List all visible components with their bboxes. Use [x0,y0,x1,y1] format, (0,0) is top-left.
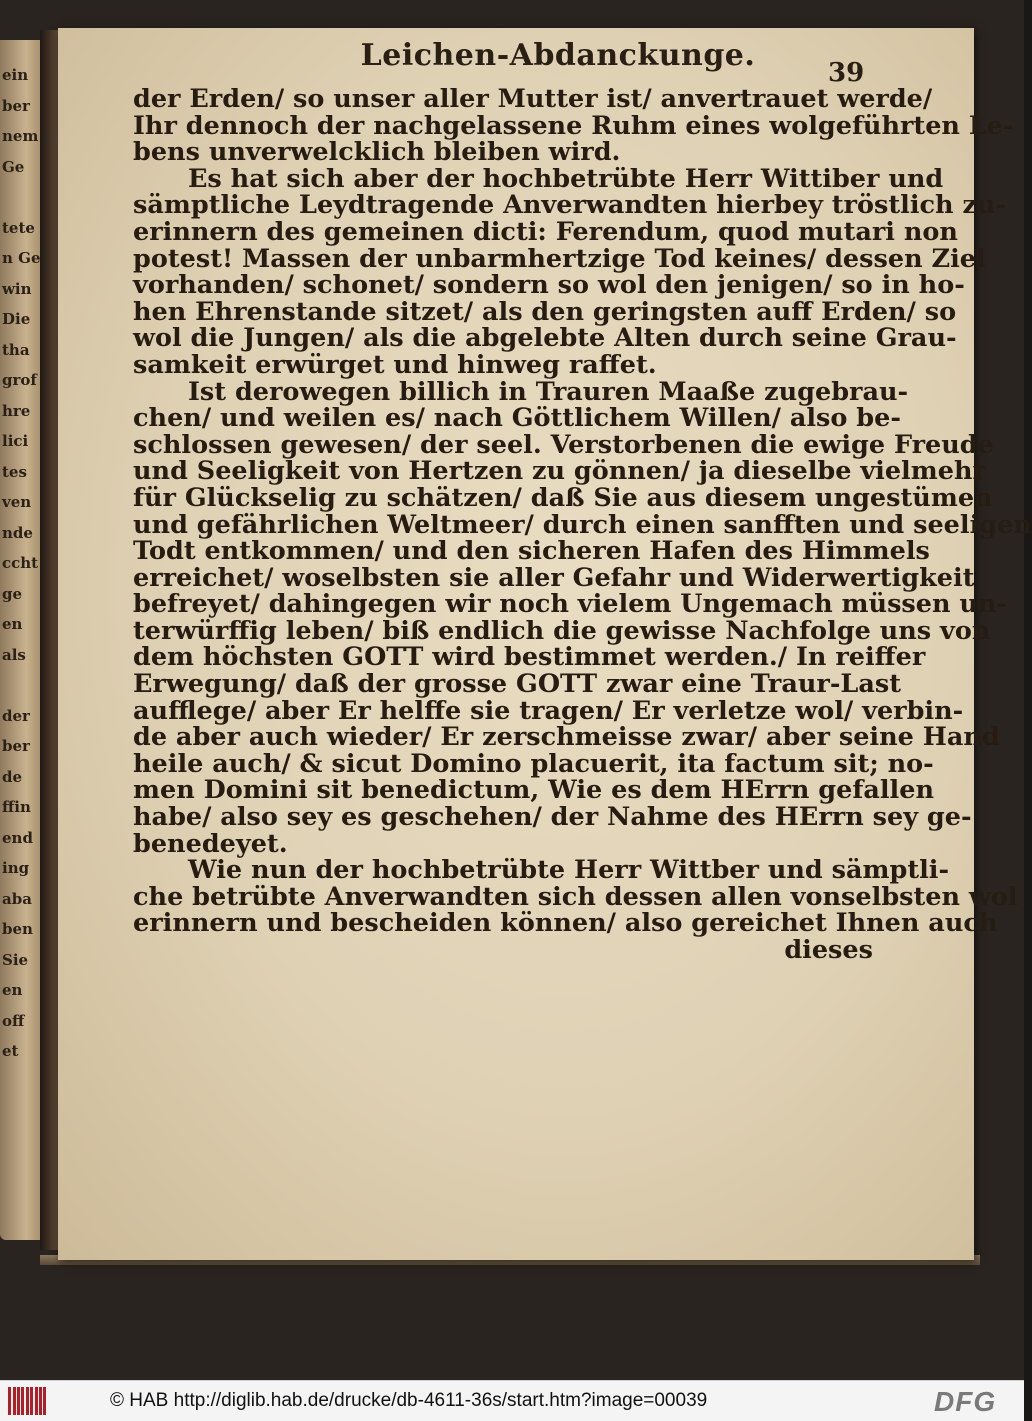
text-line: heile auch/ & sicut Domino placuerit, ita factum sit; no- [133,748,934,779]
text-line: benedeyet. [133,828,288,859]
left-page-fragment: ge [2,584,23,603]
left-page-fragment: et [2,1042,19,1060]
left-page-fragment: nde [2,523,33,542]
text-line: schlossen gewesen/ der seel. Verstorbenen die ewige Freude [133,429,994,460]
left-page-fragment: lici [2,432,29,450]
text-line: aufflege/ aber Er helffe sie tragen/ Er verletze wol/ verbin- [133,695,964,726]
left-page-fragment: ffin [2,798,31,816]
left-page-fragment: hre [2,401,31,420]
adjacent-left-page [0,40,44,1240]
left-page-fragment: ven [2,493,32,511]
text-line: Wie nun der hochbetrübte Herr Wittber und sämptli- [188,855,950,886]
left-page-fragment: tha [2,340,30,359]
left-page-fragment: tes [2,462,27,481]
text-line: hen Ehrenstande sitzet/ als den geringsten auff Erden/ so [133,296,957,327]
viewer-footer [0,1380,1024,1421]
barcode-bar [26,1387,29,1415]
left-page-fragment: als [2,645,26,664]
dfg-logo: DFG [934,1386,997,1417]
text-line: dem höchsten GOTT wird bestimmet werden./ In reiffer [133,642,926,673]
body-text [133,84,1032,965]
text-line: und Seeligkeit von Hertzen zu gönnen/ ja dieselbe vielmehr [133,456,986,487]
left-page-fragment: aba [2,889,32,908]
left-page-fragment: en [2,981,23,999]
left-page-fragment: tete [2,218,35,237]
barcode-bar [21,1387,24,1415]
left-page-fragment: Die [2,310,31,328]
left-page-fragment: win [2,279,32,298]
text-line: chen/ und weilen es/ nach Göttlichem Willen/ also be- [133,403,901,434]
text-line: sämptliche Leydtragende Anverwandten hierbey tröstlich zu- [133,190,1007,221]
left-page-fragment: ccht [2,554,39,572]
barcode-bar [39,1387,42,1415]
text-line: potest! Massen der unbarmhertzige Tod keines/ dessen Ziel [133,243,986,274]
text-line: erinnern und bescheiden können/ also gereichet Ihnen auch [133,908,998,939]
text-line: für Glückselig zu schätzen/ daß Sie aus diesem ungestümen [133,482,993,513]
left-page-fragment: ing [2,859,30,877]
text-line: terwürffig leben/ biß endlich die gewisse Nachfolge uns von [133,615,991,646]
left-page-fragment: Ge [2,157,25,176]
left-page-fragment: end [2,828,33,847]
barcode-bar [30,1387,33,1415]
barcode-bar [8,1387,11,1415]
text-line: Todt entkommen/ und den sicheren Hafen des Himmels [133,536,930,567]
text-line: Ist derowegen billich in Trauren Maaße zugebrau- [188,376,909,407]
running-head: Leichen-Abdanckunge. [360,38,756,73]
text-line: Ihr dennoch der nachgelassene Ruhm eines wolgeführten Le- [133,110,1014,141]
barcode-bar [43,1387,46,1415]
left-page-fragment: ben [2,920,33,938]
left-page-fragment: nem [2,127,39,145]
hab-barcode-logo-icon [8,1387,48,1415]
document-page [58,28,1032,1260]
left-page-fragment: ber [2,96,30,115]
text-line: und gefährlichen Weltmeer/ durch einen sanfften und seeligen [133,509,1032,540]
left-page-fragment: de [2,767,23,786]
text-line: Erwegung/ daß der grosse GOTT zwar eine Traur-Last [133,669,901,700]
text-line: erinnern des gemeinen dicti: Ferendum, quod mutari non [133,216,958,247]
barcode-bar [13,1387,16,1415]
barcode-bar [35,1387,38,1415]
catchword: dieses [784,935,873,965]
text-line: Es hat sich aber der hochbetrübte Herr Wittiber und [188,163,944,194]
left-page-fragment: off [2,1011,25,1030]
text-line: bens unverwelcklich bleiben wird. [133,137,621,168]
left-page-fragment: grof [2,371,37,389]
page-number: 39 [828,58,865,88]
barcode-bar [17,1387,20,1415]
text-line: vorhanden/ schonet/ sondern so wol den jenigen/ so in ho- [133,270,965,301]
left-page-fragment: en [2,615,23,633]
text-line: samkeit erwürget und hinweg raffet. [133,349,657,380]
left-page-fragment: Sie [2,950,29,969]
left-page-fragment: der [2,706,30,725]
text-line: erreichet/ woselbsten sie aller Gefahr und Widerwertigkeit [133,562,975,593]
left-page-fragment: ein [2,66,29,84]
left-page-fragment: n Ge [2,249,41,267]
text-line: der Erden/ so unser aller Mutter ist/ anvertrauet werde/ [133,84,933,114]
text-line: wol die Jungen/ als die abgelebte Alten durch seine Grau- [133,323,957,354]
text-line: befreyet/ dahingegen wir noch vielem Ungemach müssen un- [133,589,1008,620]
text-line: de aber auch wieder/ Er zerschmeisse zwar/ aber seine Hand [133,722,1000,753]
left-page-fragment: ber [2,737,30,755]
text-line: men Domini sit benedictum, Wie es dem HErrn gefallen [133,775,934,806]
text-line: che betrübte Anverwandten sich dessen allen vonselbsten wol [133,881,1018,912]
copyright-url[interactable]: © HAB http://diglib.hab.de/drucke/db-4611-36s/start.htm?image=00039 [110,1390,708,1411]
text-line: habe/ also sey es geschehen/ der Nahme des HErrn sey ge- [133,802,972,833]
